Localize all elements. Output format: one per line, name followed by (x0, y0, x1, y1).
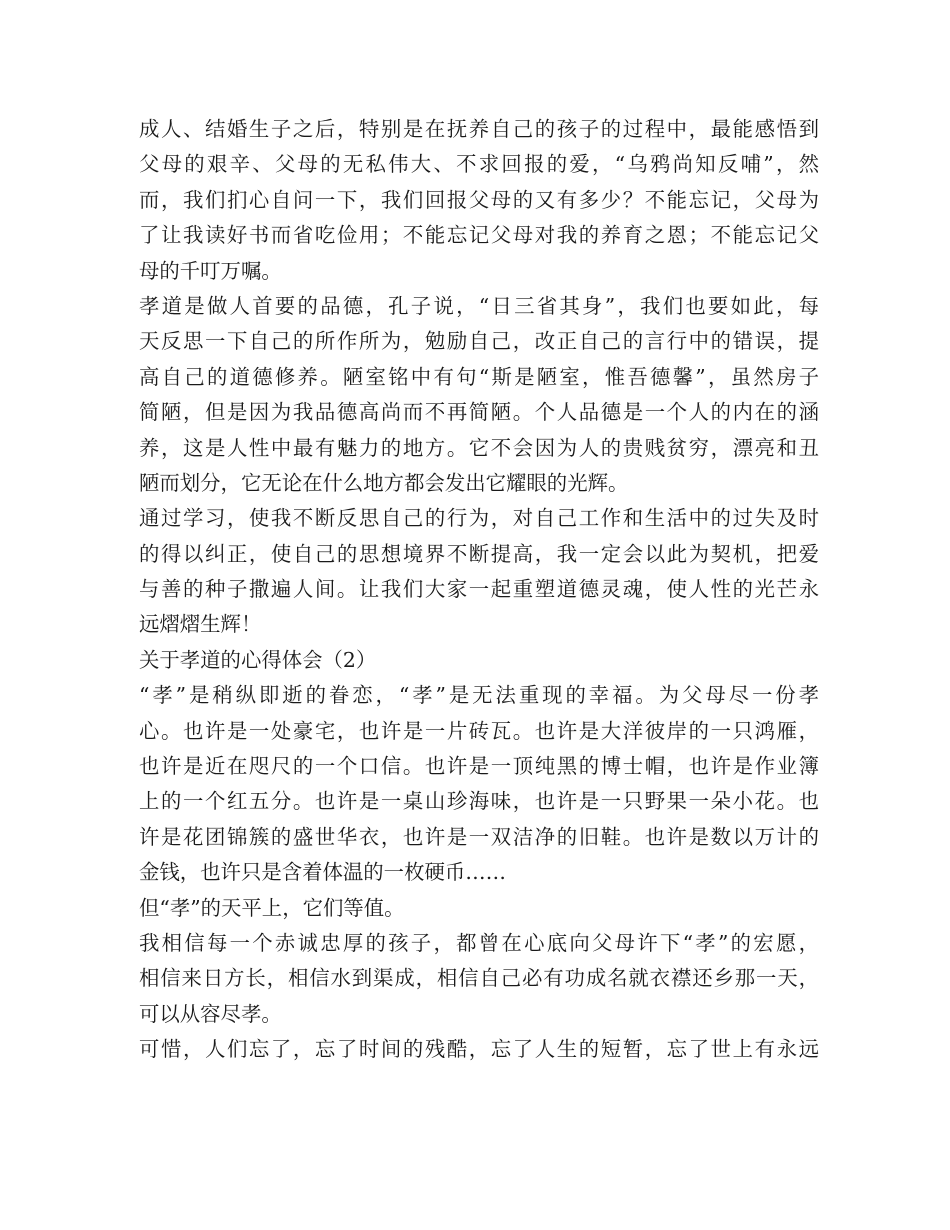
text-line: 许是花团锦簇的盛世华衣，也许是一双洁净的旧鞋。也许是数以万计的 (139, 824, 819, 849)
text-line: 与善的种子撒遍人间。让我们大家一起重塑道德灵魂，使人性的光芒永 (139, 577, 819, 602)
text-line: 远熠熠生辉！ (139, 612, 262, 637)
text-line: 可惜，人们忘了，忘了时间的残酷，忘了人生的短暂，忘了世上有永远 (139, 1037, 819, 1062)
text-line: 我相信每一个赤诚忠厚的孩子，都曾在心底向父母许下“孝”的宏愿， (139, 930, 819, 955)
text-line: 父母的艰辛、父母的无私伟大、不求回报的爱，“乌鸦尚知反哺”，然 (139, 152, 819, 177)
text-line: 心。也许是一处豪宅，也许是一片砖瓦。也许是大洋彼岸的一只鸿雁， (139, 718, 819, 743)
text-line: 但“孝”的天平上，它们等值。 (139, 895, 405, 920)
text-line: “孝”是稍纵即逝的眷恋，“孝”是无法重现的幸福。为父母尽一份孝 (139, 683, 819, 708)
text-line: 金钱，也许只是含着体温的一枚硬币…… (139, 860, 507, 885)
text-line: 养，这是人性中最有魅力的地方。它不会因为人的贵贱贫穷，漂亮和丑 (139, 435, 819, 460)
text-line: 的得以纠正，使自己的思想境界不断提高，我一定会以此为契机，把爱 (139, 541, 819, 566)
text-line: 成人、结婚生子之后，特别是在抚养自己的孩子的过程中，最能感悟到 (139, 117, 819, 141)
text-line: 可以从容尽孝。 (139, 1001, 282, 1026)
text-line: 通过学习，使我不断反思自己的行为，对自己工作和生活中的过失及时 (139, 506, 819, 531)
text-line: 也许是近在咫尺的一个口信。也许是一顶纯黑的博士帽，也许是作业簿 (139, 754, 819, 779)
text-line: 了让我读好书而省吃俭用；不能忘记父母对我的养育之恩；不能忘记父 (139, 223, 819, 248)
text-line: 天反思一下自己的所作所为，勉励自己，改正自己的言行中的错误，提 (139, 329, 819, 354)
document-body (139, 112, 819, 1068)
text-line: 相信来日方长，相信水到渠成，相信自己必有功成名就衣襟还乡那一天， (139, 966, 819, 991)
text-line: 母的千叮万嘱。 (139, 258, 282, 283)
text-line: 孝道是做人首要的品德，孔子说，“日三省其身”，我们也要如此，每 (139, 293, 819, 318)
text-line: 关于孝道的心得体会（2） (139, 647, 377, 672)
text-line: 陋而划分，它无论在什么地方都会发出它耀眼的光辉。 (139, 470, 629, 495)
text-line: 简陋，但是因为我品德高尚而不再简陋。个人品德是一个人的内在的涵 (139, 400, 819, 425)
text-line: 高自己的道德修养。陋室铭中有句“斯是陋室，惟吾德馨”，虽然房子 (139, 364, 819, 389)
text-line: 上的一个红五分。也许是一桌山珍海味，也许是一只野果一朵小花。也 (139, 789, 819, 814)
text-line: 而，我们扪心自问一下，我们回报父母的又有多少？不能忘记，父母为 (139, 187, 819, 212)
